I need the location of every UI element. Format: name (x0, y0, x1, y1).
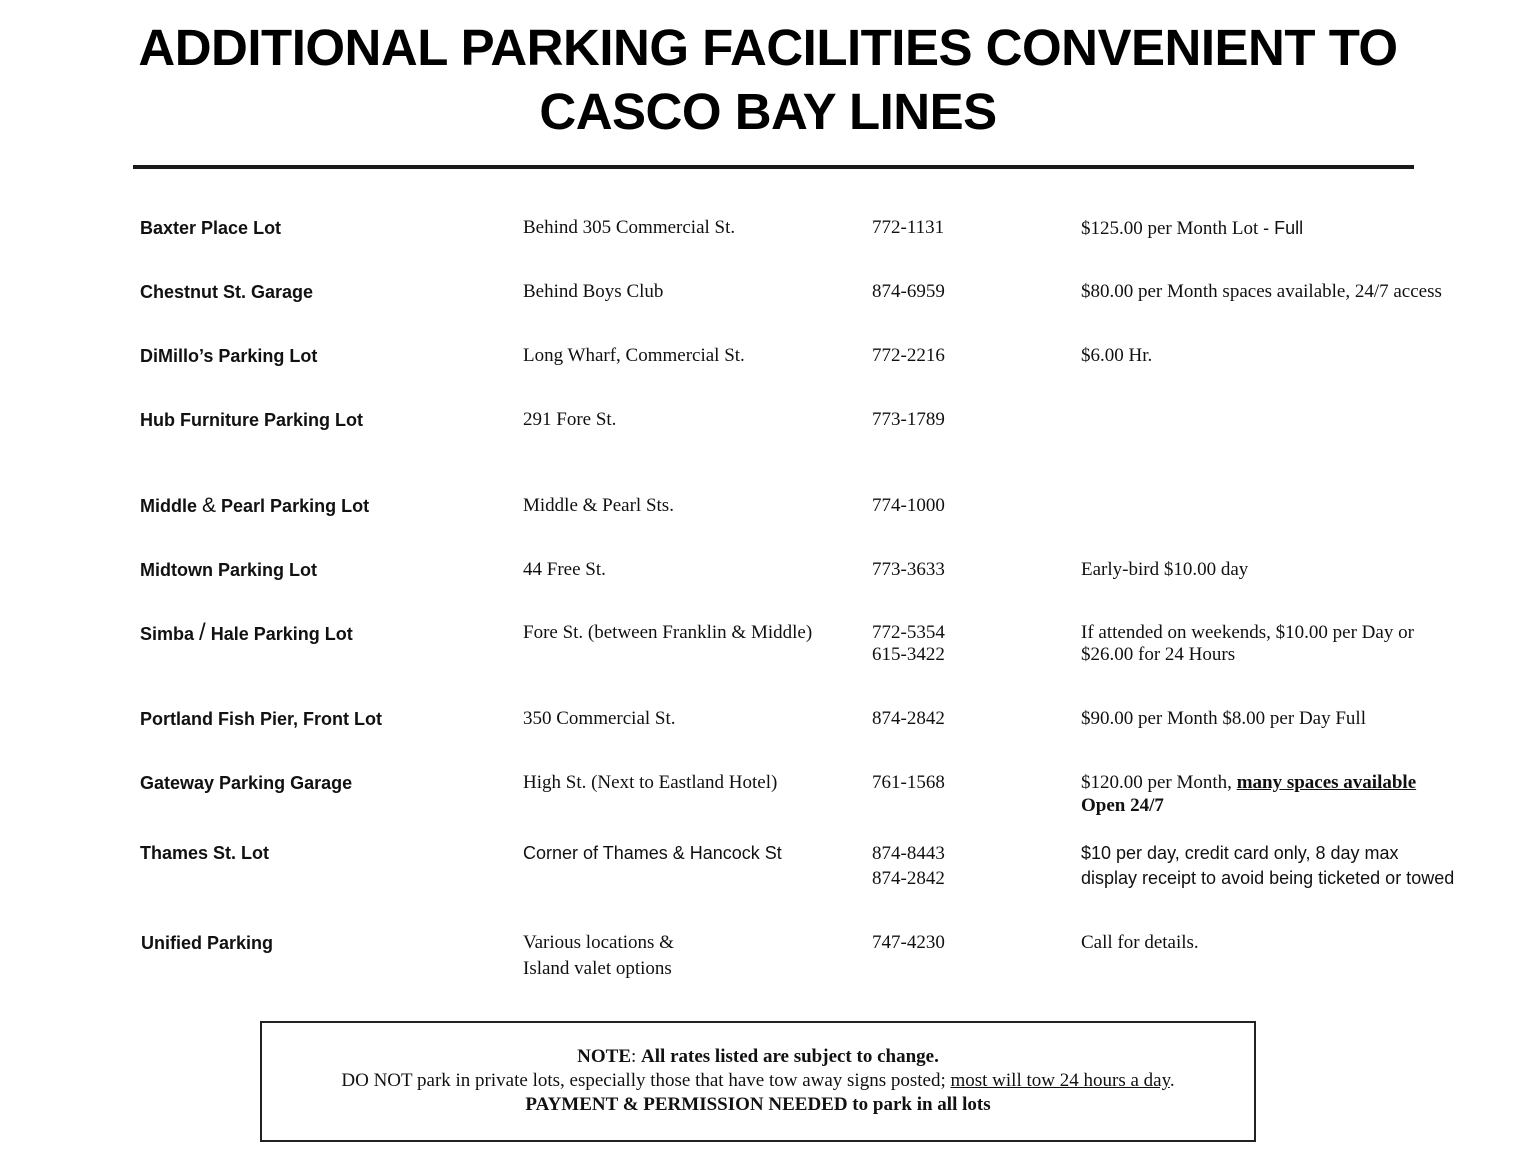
facility-phone: 772-1131 (872, 217, 945, 238)
note-label: NOTE (577, 1046, 632, 1067)
facility-name: Portland Fish Pier, Front Lot (140, 709, 383, 729)
facility-location: 291 Fore St. (523, 409, 617, 430)
facility-rate (1081, 772, 1416, 817)
facility-rate: $80.00 per Month spaces available, 24/7 access (1081, 281, 1442, 302)
location-line: Island valet options (523, 958, 672, 979)
facility-phone (872, 622, 945, 666)
facility-phone: 772-2216 (872, 345, 945, 366)
table-row (0, 494, 1536, 517)
rate-text: $125.00 per Month Lot (1081, 218, 1264, 239)
facility-name (140, 495, 369, 517)
facility-phone: 874-2842 (872, 708, 945, 729)
facility-location: Middle & Pearl Sts. (523, 495, 674, 516)
facility-name: DiMillo’s Parking Lot (140, 346, 318, 366)
facility-name: Baxter Place Lot (140, 218, 282, 238)
facility-rate: $6.00 Hr. (1081, 345, 1153, 366)
note-line-2 (262, 1069, 1254, 1093)
facility-name: Unified Parking (141, 933, 274, 953)
table-row (0, 619, 1536, 665)
phone-line: 772-5354 (872, 622, 945, 643)
rate-line: display receipt to avoid being ticketed or towed (1081, 868, 1455, 888)
note-box (260, 1021, 1256, 1142)
title-line-1: ADDITIONAL PARKING FACILITIES CONVENIENT TO (138, 19, 1398, 76)
table-row (0, 842, 1536, 889)
title-line-2: CASCO BAY LINES (539, 83, 997, 140)
table-row (0, 708, 1536, 729)
facility-phone: 773-3633 (872, 559, 945, 580)
ampersand: & (202, 494, 217, 517)
phone-line: 874-8443 (872, 843, 945, 864)
table-row (0, 409, 1536, 430)
facility-rate: Early-bird $10.00 day (1081, 559, 1249, 580)
facility-phone: 774-1000 (872, 495, 945, 516)
location-line: Various locations & (523, 932, 674, 953)
table-row (0, 559, 1536, 580)
facility-rate (1081, 217, 1303, 240)
facility-name: Thames St. Lot (140, 843, 270, 863)
facility-location: Corner of Thames & Hancock St (523, 843, 782, 863)
facility-name: Gateway Parking Garage (140, 773, 353, 793)
title-divider (133, 165, 1414, 169)
rate-line: If attended on weekends, $10.00 per Day or (1081, 622, 1414, 643)
note-line-3: PAYMENT & PERMISSION NEEDED to park in all lots (525, 1094, 991, 1115)
facility-phone: 874-6959 (872, 281, 945, 302)
facility-location: Behind Boys Club (523, 281, 664, 302)
note-text: DO NOT park in private lots, especially those that have tow away signs posted; (341, 1070, 951, 1091)
facility-phone: 747-4230 (872, 932, 945, 953)
rate-line: Open 24/7 (1081, 795, 1164, 816)
facility-location: Long Wharf, Commercial St. (523, 345, 745, 366)
facility-rate (1081, 622, 1414, 666)
facility-rate: Call for details. (1081, 932, 1199, 953)
facility-phone: 761-1568 (872, 772, 945, 793)
rate-line: $10 per day, credit card only, 8 day max (1081, 843, 1399, 863)
facility-location: High St. (Next to Eastland Hotel) (523, 772, 778, 793)
name-part: Middle (140, 496, 202, 516)
facility-name: Chestnut St. Garage (140, 282, 314, 302)
facility-location: 350 Commercial St. (523, 708, 676, 729)
table-row (0, 772, 1536, 816)
rate-line: $26.00 for 24 Hours (1081, 644, 1236, 665)
facility-phone (872, 841, 945, 891)
page-title (0, 16, 1536, 144)
rate-text: $120.00 per Month, (1081, 772, 1237, 793)
name-part: Hale Parking Lot (205, 624, 353, 644)
facility-location: 44 Free St. (523, 559, 606, 580)
note-warning: most will tow 24 hours a day (950, 1070, 1170, 1091)
facility-rate (1081, 841, 1454, 891)
name-part: Pearl Parking Lot (216, 496, 370, 516)
name-part: Simba (140, 624, 200, 644)
note-line-1 (262, 1045, 1254, 1069)
table-row (0, 932, 1536, 979)
facility-name (140, 619, 353, 646)
phone-line: 615-3422 (872, 644, 945, 665)
note-colon: : (631, 1046, 642, 1067)
table-row (0, 281, 1536, 302)
table-row (0, 217, 1536, 239)
phone-line: 874-2842 (872, 868, 945, 889)
facility-location: Behind 305 Commercial St. (523, 217, 736, 238)
facility-name: Hub Furniture Parking Lot (140, 410, 363, 430)
facility-location: Fore St. (between Franklin & Middle) (523, 622, 813, 643)
facility-name: Midtown Parking Lot (140, 560, 317, 580)
note-text: All rates listed are subject to change. (641, 1046, 939, 1067)
facility-rate: $90.00 per Month $8.00 per Day Full (1081, 708, 1366, 729)
rate-status: - Full (1263, 218, 1304, 238)
slash: / (199, 619, 206, 646)
rate-emphasis: many spaces available (1236, 772, 1417, 793)
table-row (0, 345, 1536, 366)
rate-line (1081, 772, 1416, 794)
facility-location (523, 930, 674, 982)
facility-phone: 773-1789 (872, 409, 945, 430)
note-text: . (1169, 1070, 1175, 1091)
